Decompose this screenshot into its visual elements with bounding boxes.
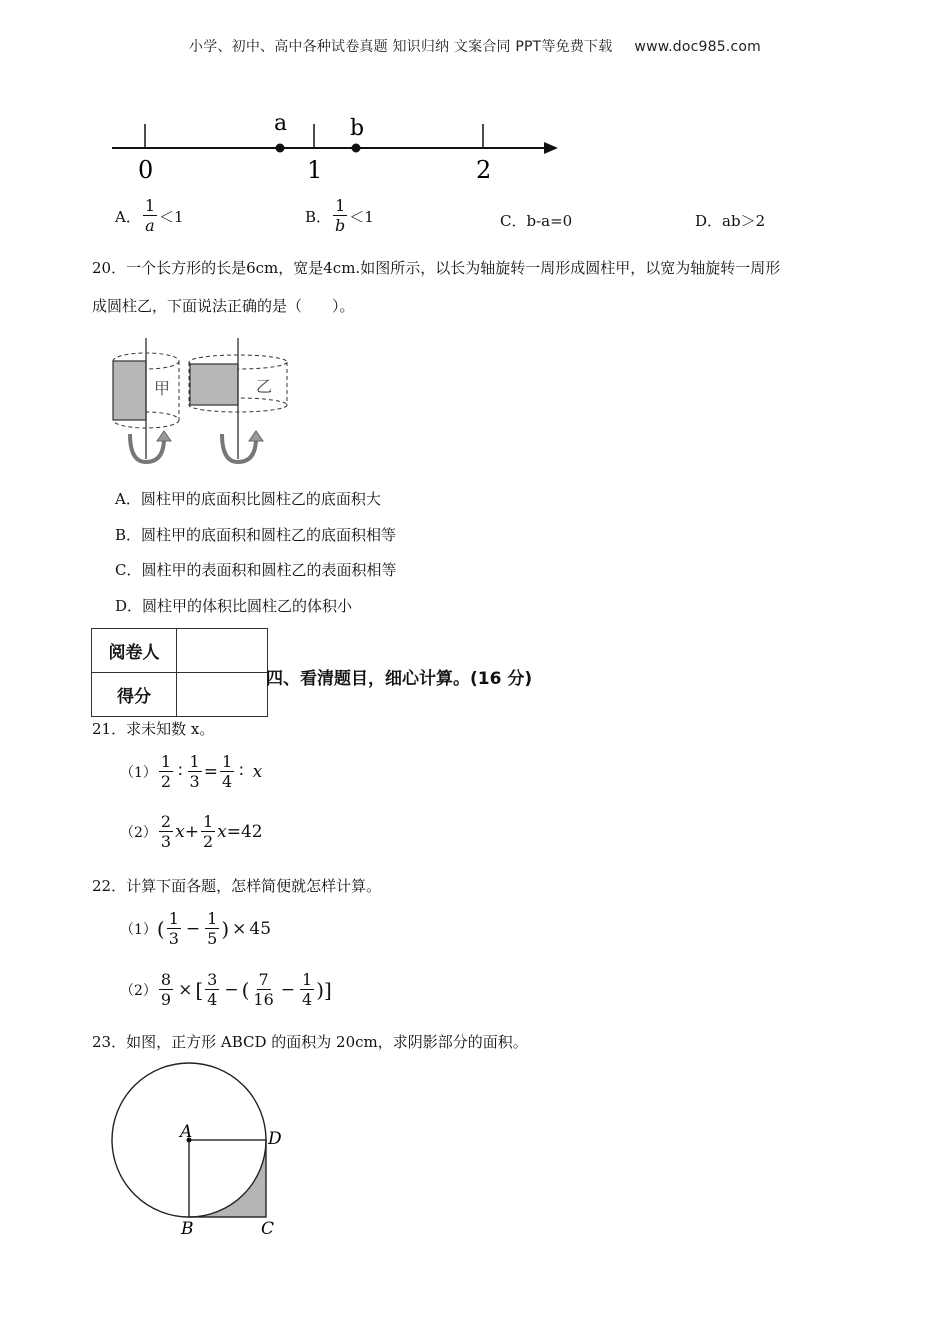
page-header xyxy=(0,36,950,56)
q21-part1: （1） $\frac{1}{2}$ ∶ $\frac{1}{3}$ = $\frac{1}{4}$ ∶ x xyxy=(120,752,263,791)
number-line-arrow xyxy=(544,142,558,154)
q23-title: 23．如图，正方形 ABCD 的面积为 20cm，求阴影部分的面积。 xyxy=(92,1033,528,1051)
cylinder-jia xyxy=(113,338,179,462)
label-yi: 乙 xyxy=(256,377,273,396)
label-0: 0 xyxy=(138,156,154,184)
point-a xyxy=(276,144,285,153)
label-2: 2 xyxy=(476,156,492,184)
q21-part2: （2） $\frac{2}{3}$ x + $\frac{1}{2}$ x = 42 xyxy=(120,812,263,851)
reviewer-label: 阅卷人 xyxy=(92,629,177,673)
q19-option-a[interactable] xyxy=(115,198,184,234)
label-b: b xyxy=(350,116,365,141)
score-box xyxy=(91,628,268,717)
q19-option-a-rest: ＜1 xyxy=(159,207,184,226)
header-text: 小学、初中、高中各种试卷真题 知识归纳 文案合同 PPT等免费下载 xyxy=(189,39,613,55)
q20-line1: 20．一个长方形的长是6cm，宽是4cm.如图所示，以长为轴旋转一周形成圆柱甲，以宽为轴旋转一周形 xyxy=(92,259,781,277)
point-b xyxy=(352,144,361,153)
label-a: a xyxy=(274,111,288,136)
cylinder-yi xyxy=(189,338,287,462)
q20-option-b[interactable]: B．圆柱甲的底面积和圆柱乙的底面积相等 xyxy=(115,526,397,544)
label-B: B xyxy=(181,1219,194,1239)
header-site: www.doc985.com xyxy=(634,39,761,55)
q19-option-c[interactable]: C．b-a=0 xyxy=(500,212,573,230)
label-C: C xyxy=(261,1219,275,1239)
q22-part2: （2） $\frac{8}{9}$ × [ $\frac{3}{4}$ − ( $\frac{7}{16}$ − $\frac{1}{4}$ ) ] xyxy=(120,970,332,1009)
q20-option-d[interactable]: D．圆柱甲的体积比圆柱乙的体积小 xyxy=(115,597,353,615)
label-D: D xyxy=(268,1129,282,1149)
reviewer-cell[interactable] xyxy=(177,629,268,673)
q20-option-a[interactable]: A．圆柱甲的底面积比圆柱乙的底面积大 xyxy=(115,490,381,508)
q19-option-b-rest: ＜1 xyxy=(349,207,374,226)
q19-option-b-prefix: B． xyxy=(305,207,332,226)
cylinder-figure xyxy=(100,334,300,464)
section-title: 四、看清题目，细心计算。(16 分) xyxy=(266,669,533,689)
number-line-figure xyxy=(100,108,570,188)
q22-part1: （1） ( $\frac{1}{3}$ − $\frac{1}{5}$ ) × 45 xyxy=(120,909,272,948)
label-A: A xyxy=(180,1122,193,1142)
q20-option-c[interactable]: C．圆柱甲的表面积和圆柱乙的表面积相等 xyxy=(115,561,397,579)
score-label: 得分 xyxy=(92,673,177,717)
q19-option-a-prefix: A． xyxy=(115,207,141,226)
label-1: 1 xyxy=(307,156,323,184)
label-jia: 甲 xyxy=(154,379,171,398)
square-circle-figure xyxy=(100,1060,310,1245)
q21-title: 21．求未知数 x。 xyxy=(92,720,215,738)
q19-option-d[interactable]: D．ab＞2 xyxy=(695,212,766,230)
q19-option-b[interactable] xyxy=(305,198,374,234)
q19-option-b-fraction: $\frac{1}{b}$ xyxy=(335,196,346,235)
q19-option-a-fraction: $\frac{1}{a}$ xyxy=(144,196,156,235)
score-cell[interactable] xyxy=(177,673,268,717)
q20-line2: 成圆柱乙，下面说法正确的是（ ）。 xyxy=(92,297,355,315)
q22-title: 22．计算下面各题，怎样简便就怎样计算。 xyxy=(92,877,382,895)
